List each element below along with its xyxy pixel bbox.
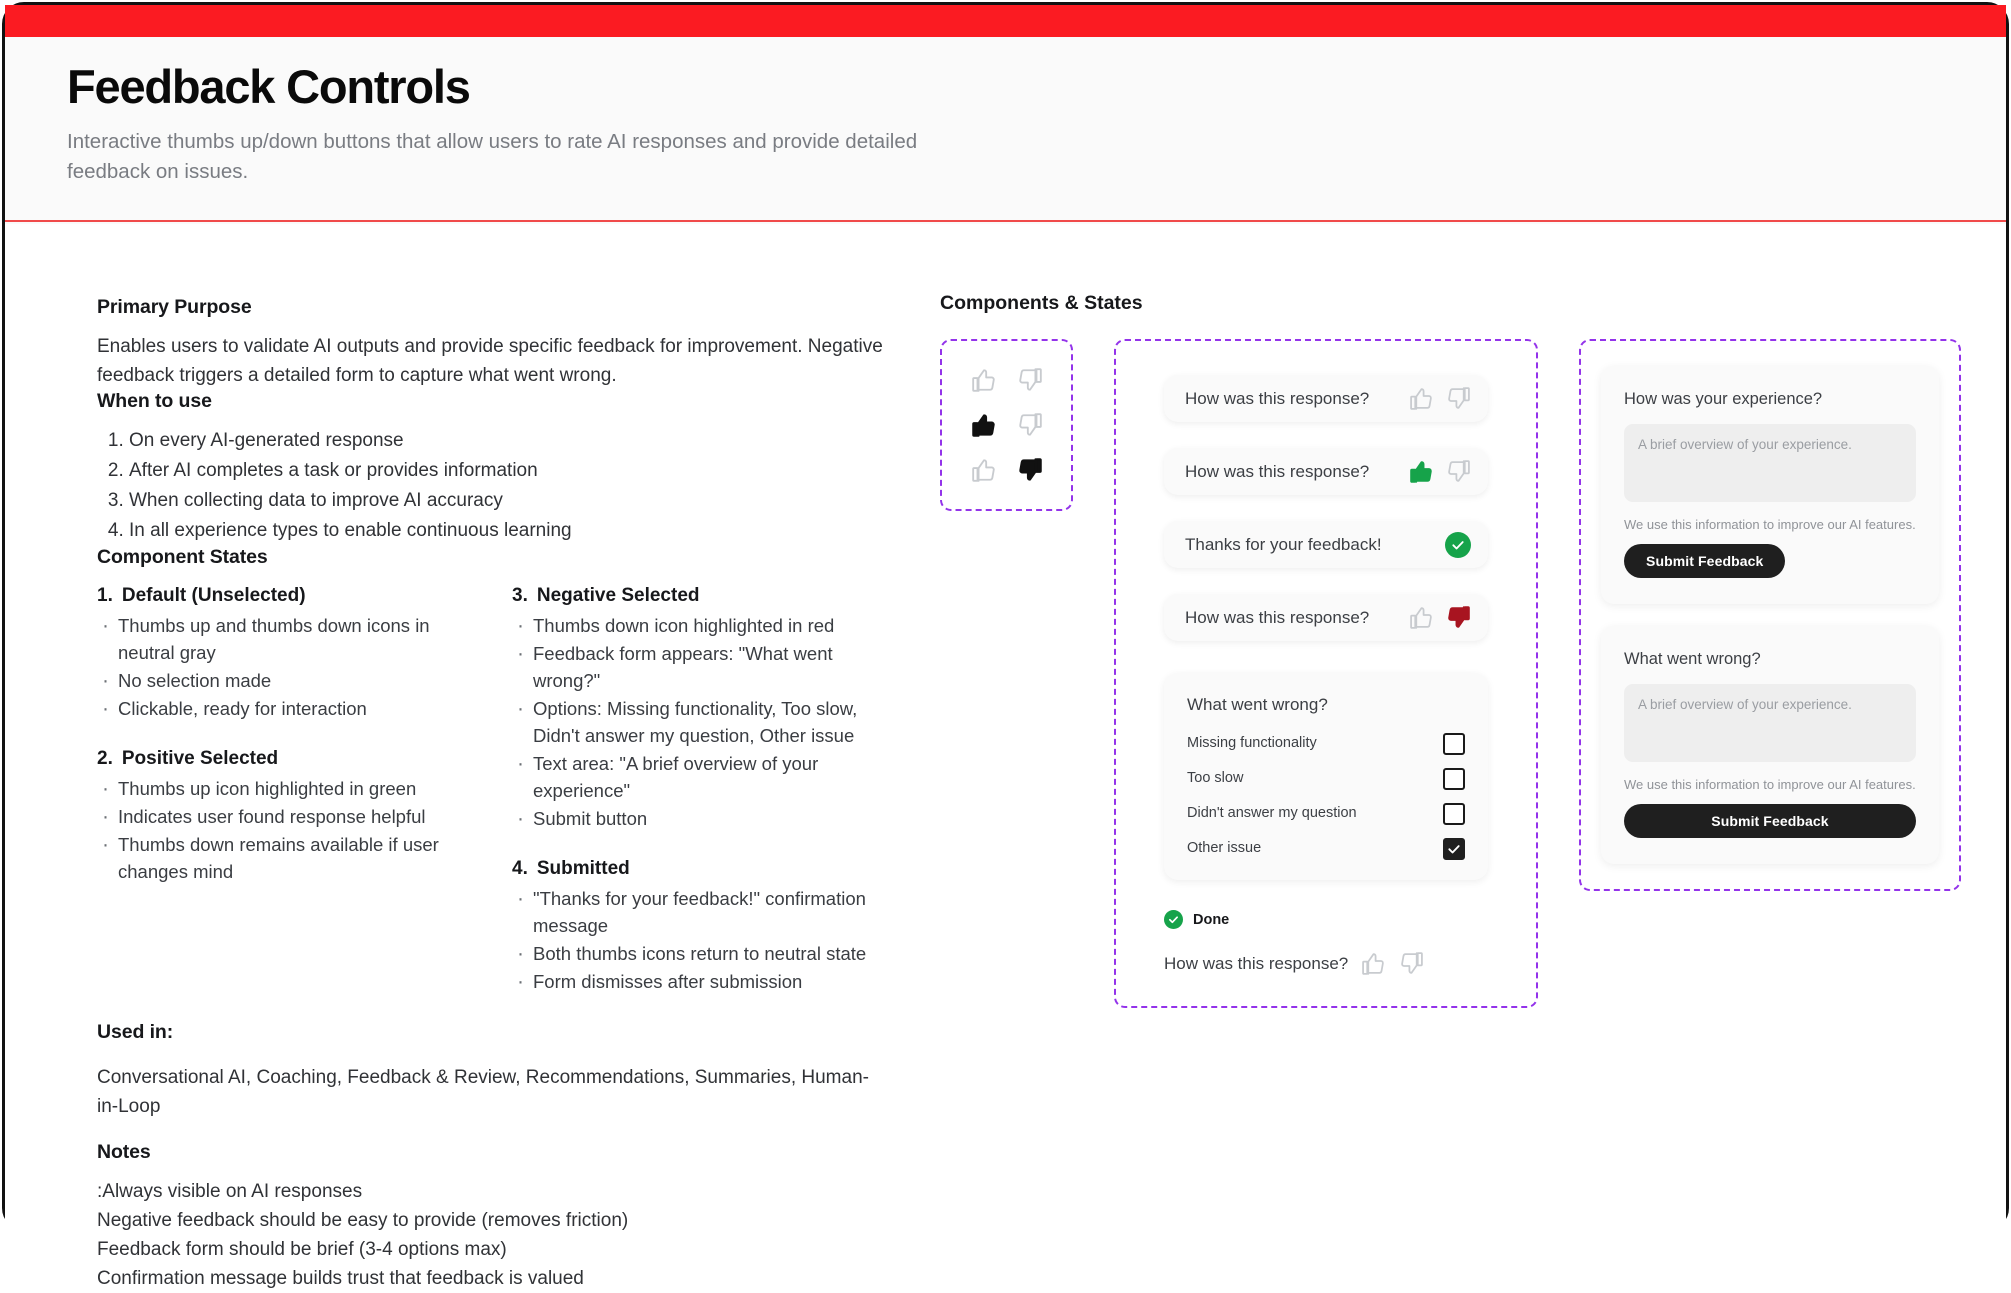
- component-state-title: 2. Positive Selected: [97, 748, 279, 770]
- list-item: · Both thumbs icons return to neutral state: [512, 940, 887, 967]
- component-state-block: [512, 585, 887, 832]
- note-line: Confirmation message builds trust that feedback is valued: [97, 1267, 584, 1289]
- list-item: · Options: Missing functionality, Too slow, Didn't answer my question, Other issue: [512, 695, 887, 749]
- feedback-option-row[interactable]: [1187, 768, 1465, 790]
- note-line: Negative feedback should be easy to provide (removes friction): [97, 1209, 629, 1231]
- note-line: Feedback form should be brief (3-4 options max): [97, 1238, 507, 1260]
- component-state-title: 4. Submitted: [512, 858, 630, 880]
- reset-feedback-actions: [1361, 951, 1424, 976]
- feedback-row-label: How was this response?: [1185, 461, 1370, 481]
- component-state-bullets: [97, 775, 472, 885]
- page-body: [5, 224, 2006, 1289]
- feedback-row: [1164, 375, 1488, 422]
- feedback-option-row[interactable]: [1187, 733, 1465, 755]
- list-item: 4. In all experience types to enable continuous learning: [129, 516, 887, 545]
- done-check-icon: [1164, 910, 1183, 929]
- thumbs-down-icon[interactable]: [1017, 367, 1043, 393]
- list-item: · Thumbs up icon highlighted in green: [97, 775, 472, 802]
- feedback-option-checkbox[interactable]: [1443, 838, 1465, 860]
- thumbs-down-icon[interactable]: [1399, 951, 1424, 976]
- thumbs-down-icon[interactable]: [1446, 459, 1471, 484]
- feedback-row: [1164, 448, 1488, 495]
- feedback-option-label: Missing functionality: [1187, 735, 1317, 752]
- panel-inline-feedback-rows: [1114, 339, 1538, 1008]
- list-item: · Form dismisses after submission: [512, 968, 887, 995]
- feedback-option-checkbox[interactable]: [1443, 768, 1465, 790]
- reset-feedback-row: [1164, 951, 1536, 976]
- list-item: · Text area: "A brief overview of your experience": [512, 750, 887, 804]
- feedback-form-title: What went wrong?: [1624, 650, 1761, 668]
- feedback-form-title: How was your experience?: [1624, 390, 1823, 408]
- feedback-row: [1164, 521, 1488, 568]
- thumb-icon-state-row: [971, 457, 1043, 483]
- list-item: · Clickable, ready for interaction: [97, 695, 472, 722]
- component-state-title: 3. Negative Selected: [512, 585, 700, 607]
- primary-purpose-body: Enables users to validate AI outputs and provide specific feedback for improvement. Negative feedback triggers a detailed form to capture what went wrong.: [97, 336, 883, 387]
- feedback-row-label: Thanks for your feedback!: [1185, 534, 1382, 554]
- feedback-row-actions: [1409, 605, 1471, 630]
- thumb-icon-state-grid: [942, 367, 1071, 483]
- feedback-option-label: Didn't answer my question: [1187, 805, 1357, 822]
- panel-feedback-forms: [1579, 339, 1961, 891]
- thumbs-up-icon[interactable]: [1361, 951, 1386, 976]
- component-state-bullets: [512, 612, 887, 832]
- used-in-body: Conversational AI, Coaching, Feedback & Review, Recommendations, Summaries, Human-in-Loop: [97, 1067, 869, 1118]
- thumbs-down-icon[interactable]: [1017, 412, 1043, 438]
- component-states-column-right: [512, 585, 887, 1021]
- feedback-privacy-note: We use this information to improve our AI features.: [1624, 777, 1916, 792]
- note-line: :Always visible on AI responses: [97, 1180, 363, 1202]
- used-in-heading: Used in:: [97, 1021, 174, 1044]
- component-state-title: 1. Default (Unselected): [97, 585, 306, 607]
- thumbs-down-icon[interactable]: [1446, 386, 1471, 411]
- component-state-block: [97, 748, 472, 885]
- thumbs-up-icon[interactable]: [971, 457, 997, 483]
- feedback-row-label: How was this response?: [1185, 388, 1370, 408]
- component-state-block: [512, 858, 887, 995]
- thumbs-up-icon[interactable]: [1409, 605, 1434, 630]
- notes-heading: Notes: [97, 1140, 151, 1163]
- submit-feedback-button[interactable]: Submit Feedback: [1624, 804, 1916, 838]
- list-item: 2. After AI completes a task or provides information: [129, 456, 887, 485]
- components-states-panels-heading: Components & States: [940, 292, 1143, 314]
- reset-feedback-label: How was this response?: [1164, 953, 1349, 973]
- component-state-bullets: [512, 885, 887, 995]
- component-states-grid: [97, 585, 887, 1021]
- thumbs-up-icon[interactable]: [971, 412, 997, 438]
- notes-list: [97, 1177, 887, 1293]
- thumbs-up-icon[interactable]: [1409, 386, 1434, 411]
- list-item: · Feedback form appears: "What went wrong?": [512, 640, 887, 694]
- feedback-textarea[interactable]: A brief overview of your experience.: [1624, 684, 1916, 762]
- feedback-option-label: Other issue: [1187, 840, 1262, 857]
- feedback-form-card: [1601, 626, 1939, 864]
- feedback-form-card: [1601, 366, 1939, 604]
- list-item: · Thumbs up and thumbs down icons in neutral gray: [97, 612, 472, 666]
- component-state-bullets: [97, 612, 472, 722]
- component-states-heading: Component States: [97, 546, 268, 569]
- panel-icon-states: [940, 339, 1073, 511]
- list-item: · No selection made: [97, 667, 472, 694]
- page-title: Feedback Controls: [67, 60, 470, 113]
- thumbs-up-icon[interactable]: [1409, 459, 1434, 484]
- primary-purpose-heading: Primary Purpose: [97, 296, 252, 318]
- what-went-wrong-title: What went wrong?: [1187, 695, 1328, 714]
- feedback-row-actions: [1409, 459, 1471, 484]
- component-state-block: [97, 585, 472, 722]
- feedback-textarea[interactable]: A brief overview of your experience.: [1624, 424, 1916, 502]
- done-label: Done: [1193, 911, 1230, 928]
- feedback-option-row[interactable]: [1187, 803, 1465, 825]
- success-check-icon: [1445, 532, 1471, 558]
- list-item: · Submit button: [512, 805, 887, 832]
- spec-right-column: [940, 292, 1970, 1008]
- red-accent-top-bar: [5, 5, 2006, 37]
- feedback-row-label: How was this response?: [1185, 607, 1370, 627]
- panels-container: [940, 339, 1970, 1008]
- list-item: · "Thanks for your feedback!" confirmation message: [512, 885, 887, 939]
- feedback-option-row[interactable]: [1187, 838, 1465, 860]
- what-went-wrong-card: [1164, 673, 1488, 880]
- list-item: · Indicates user found response helpful: [97, 803, 472, 830]
- feedback-option-label: Too slow: [1187, 770, 1244, 787]
- when-to-use-list: [97, 426, 887, 545]
- feedback-form-cards: [1601, 366, 1939, 864]
- thumbs-up-icon[interactable]: [971, 367, 997, 393]
- thumbs-down-icon[interactable]: [1446, 605, 1471, 630]
- feedback-row: [1164, 594, 1488, 641]
- submit-feedback-button[interactable]: Submit Feedback: [1624, 544, 1785, 578]
- feedback-row-list: [1116, 375, 1536, 641]
- what-went-wrong-options: [1187, 733, 1465, 860]
- list-item: · Thumbs down icon highlighted in red: [512, 612, 887, 639]
- page-header: [5, 37, 2006, 222]
- thumb-icon-state-row: [971, 367, 1043, 393]
- list-item: 1. On every AI-generated response: [129, 426, 887, 455]
- spec-left-column: [97, 296, 887, 1293]
- thumbs-down-icon[interactable]: [1017, 457, 1043, 483]
- feedback-option-checkbox[interactable]: [1443, 803, 1465, 825]
- when-to-use-heading: When to use: [97, 390, 212, 413]
- feedback-option-checkbox[interactable]: [1443, 733, 1465, 755]
- page-card-frame: [2, 2, 2009, 1289]
- page-subtitle: Interactive thumbs up/down buttons that allow users to rate AI responses and provide detailed feedback on issues.: [67, 130, 918, 183]
- feedback-row-actions: [1409, 386, 1471, 411]
- done-status-row: [1164, 910, 1536, 929]
- list-item: · Thumbs down remains available if user changes mind: [97, 831, 472, 885]
- thumb-icon-state-row: [971, 412, 1043, 438]
- list-item: 3. When collecting data to improve AI accuracy: [129, 486, 887, 515]
- component-states-column-left: [97, 585, 472, 1021]
- feedback-privacy-note: We use this information to improve our AI features.: [1624, 517, 1916, 532]
